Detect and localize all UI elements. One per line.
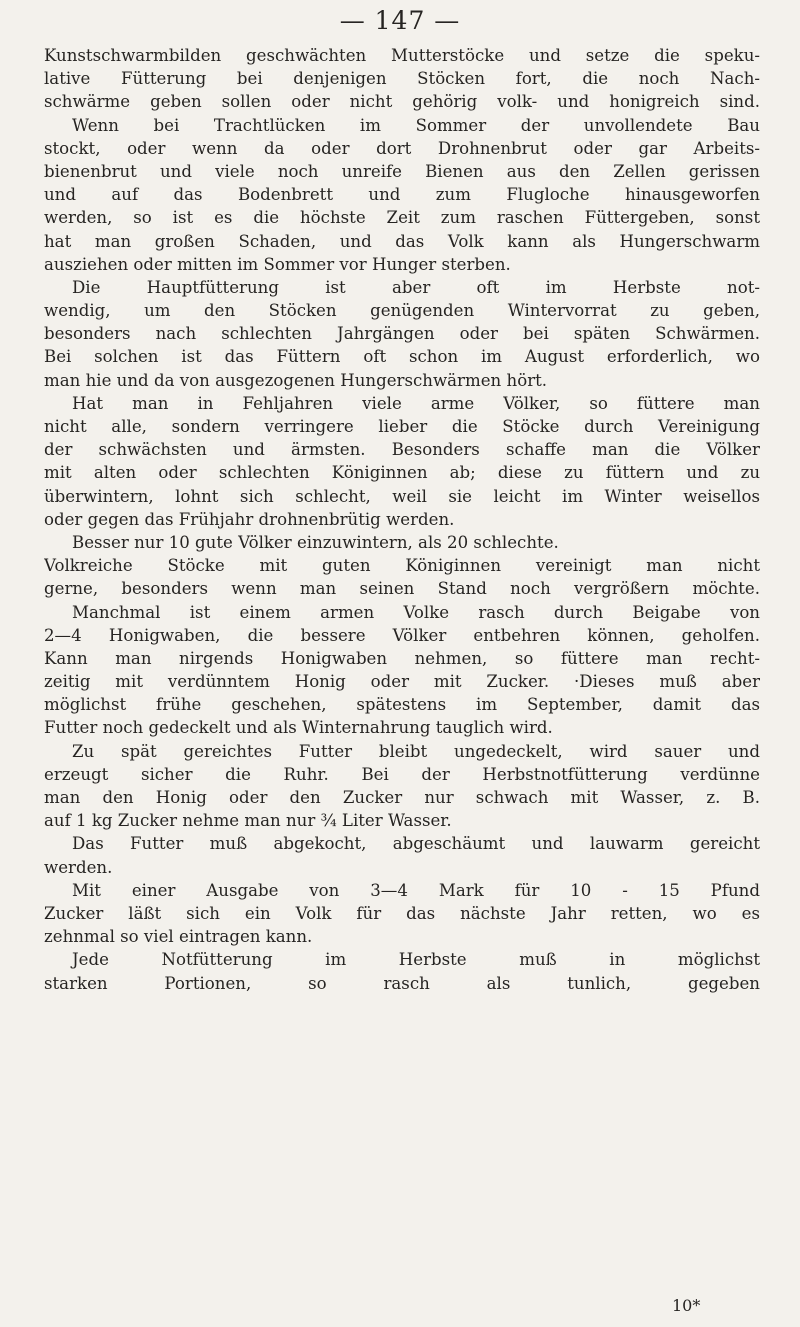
text-line: Das Futter muß abgekocht, abgeschäumt und lauwarm gereicht <box>72 834 760 854</box>
text-line: Bei solchen ist das Füttern oft schon im August erforderlich, wo <box>44 347 760 367</box>
text-line: Die Hauptfütterung ist aber oft im Herbste not- <box>72 277 760 297</box>
text-line: Kann man nirgends Honigwaben nehmen, so füttere man recht- <box>44 648 760 668</box>
text-line: erzeugt sicher die Ruhr. Bei der Herbstnotfütterung verdünne <box>44 764 760 784</box>
text-line: und auf das Bodenbrett und zum Flugloche hinausgeworfen <box>44 185 760 205</box>
text-line: man hie und da von ausgezogenen Hungerschwärmen hört. <box>44 370 548 390</box>
text-line: der schwächsten und ärmsten. Besonders schaffe man die Völker <box>44 440 760 460</box>
text-line: werden. <box>44 857 113 877</box>
body-text <box>44 44 760 995</box>
text-line: Mit einer Ausgabe von 3—4 Mark für 10 - 15 Pfund <box>72 880 760 900</box>
text-line: gerne, besonders wenn man seinen Stand noch vergrößern möchte. <box>44 579 760 599</box>
text-line: lative Fütterung bei denjenigen Stöcken fort, die noch Nach- <box>44 69 760 89</box>
text-line: Futter noch gedeckelt und als Winternahrung tauglich wird. <box>44 718 553 738</box>
text-line: Manchmal ist einem armen Volke rasch durch Beigabe von <box>72 602 760 622</box>
page-number: — 147 — <box>339 6 461 35</box>
text-line: möglichst frühe geschehen, spätestens im September, damit das <box>44 695 760 715</box>
text-line: Volkreiche Stöcke mit guten Königinnen vereinigt man nicht <box>44 556 760 576</box>
text-line: Kunstschwarmbilden geschwächten Mutterstöcke und setze die speku- <box>44 46 760 65</box>
text-line: Hat man in Fehljahren viele arme Völker, so füttere man <box>72 393 760 413</box>
text-line: stockt, oder wenn da oder dort Drohnenbrut oder gar Arbeits- <box>44 138 760 158</box>
text-line: oder gegen das Frühjahr drohnenbrütig werden. <box>44 509 455 529</box>
text-line: Jede Notfütterung im Herbste muß in möglichst <box>72 950 760 970</box>
text-line: starken Portionen, so rasch als tunlich, gegeben <box>44 973 760 993</box>
text-line: 2—4 Honigwaben, die bessere Völker entbehren können, geholfen. <box>44 625 760 645</box>
text-line: zeitig mit verdünntem Honig oder mit Zucker. ·Dieses muß aber <box>44 672 760 692</box>
text-line: bienenbrut und viele noch unreife Bienen aus den Zellen gerissen <box>44 161 760 181</box>
text-line: zehnmal so viel eintragen kann. <box>44 927 313 947</box>
text-line: ausziehen oder mitten im Sommer vor Hunger sterben. <box>44 254 511 274</box>
text-line: überwintern, lohnt sich schlecht, weil sie leicht im Winter weisellos <box>44 486 760 506</box>
text-line: nicht alle, sondern verringere lieber die Stöcke durch Vereinigung <box>44 417 760 436</box>
text-line: auf 1 kg Zucker nehme man nur ¾ Liter Wasser. <box>44 811 452 831</box>
text-line: wendig, um den Stöcken genügenden Wintervorrat zu geben, <box>44 301 760 321</box>
text-line: werden, so ist es die höchste Zeit zum raschen Füttergeben, sonst <box>44 208 760 228</box>
text-line: Zu spät gereichtes Futter bleibt ungedeckelt, wird sauer und <box>72 741 760 761</box>
text-line: hat man großen Schaden, und das Volk kann als Hungerschwarm <box>44 231 760 251</box>
text-line: mit alten oder schlechten Königinnen ab; diese zu füttern und zu <box>44 463 760 483</box>
text-line: Zucker läßt sich ein Volk für das nächste Jahr retten, wo es <box>44 903 760 923</box>
text-line: besonders nach schlechten Jahrgängen oder bei späten Schwärmen. <box>44 324 760 344</box>
text-line: man den Honig oder den Zucker nur schwach mit Wasser, z. B. <box>44 788 760 807</box>
text-line: schwärme geben sollen oder nicht gehörig volk- und honigreich sind. <box>44 92 760 112</box>
text-line: Besser nur 10 gute Völker einzuwintern, als 20 schlechte. <box>72 532 559 552</box>
text-line: Wenn bei Trachtlücken im Sommer der unvollendete Bau <box>72 115 760 135</box>
signature-mark: 10* <box>672 1296 701 1315</box>
